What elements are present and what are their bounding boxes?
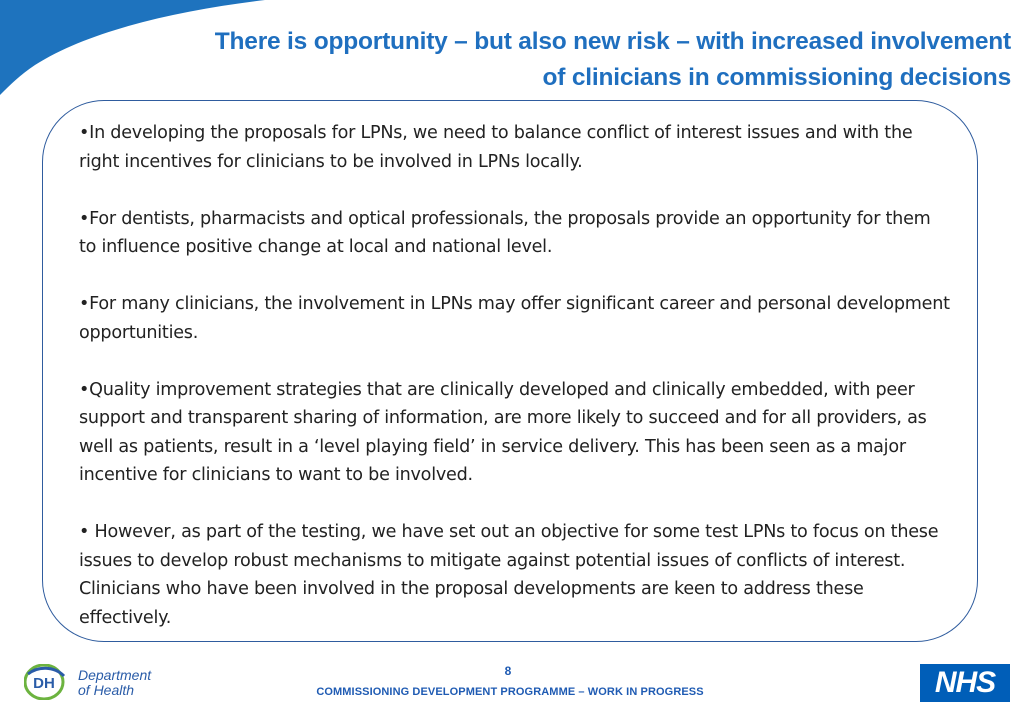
department-of-health-logo [24, 660, 164, 706]
dh-logo-icon [24, 664, 68, 700]
bullet-item: •For dentists, pharmacists and optical professionals, the proposals provide an opportunity for them to influence positive change at local and national level. [79, 208, 931, 257]
slide-title [51, 24, 1011, 96]
footer-programme-text: COMMISSIONING DEVELOPMENT PROGRAMME – WORK IN PROGRESS [316, 686, 704, 698]
bullet-item: • However, as part of the testing, we have set out an objective for some test LPNs to focus on these issues to develop robust mechanisms to mitigate against potential issues of conflicts of interest. Clinicians who have been involved in the proposal developments are keen to address these effectively. [79, 522, 939, 628]
bullet-item: •Quality improvement strategies that are clinically developed and clinically embedded, with peer support and transparent sharing of information, are more likely to succeed and for all providers, as well as patients, result in a ‘level playing field’ in service delivery. This has been seen as a major incentive for clinicians to want to be involved. [79, 379, 927, 485]
bullet-item: •For many clinicians, the involvement in LPNs may offer significant career and personal development opportunities. [79, 294, 950, 343]
bullet-list [79, 119, 951, 632]
dh-logo-text [78, 668, 151, 698]
nhs-logo: NHS [920, 664, 1010, 702]
page-number: 8 [504, 664, 512, 678]
dh-logo-line-1: Department [78, 667, 152, 683]
dh-initials: DH [33, 675, 55, 692]
bullet-item: •In developing the proposals for LPNs, we need to balance conflict of interest issues and with the right incentives for clinicians to be involved in LPNs locally. [79, 123, 913, 172]
dh-logo-line-2: of Health [78, 682, 135, 698]
slide-title-line-2: of clinicians in commissioning decisions [542, 64, 1011, 91]
slide-title-line-1: There is opportunity – but also new risk – with increased involvement [214, 28, 1011, 55]
